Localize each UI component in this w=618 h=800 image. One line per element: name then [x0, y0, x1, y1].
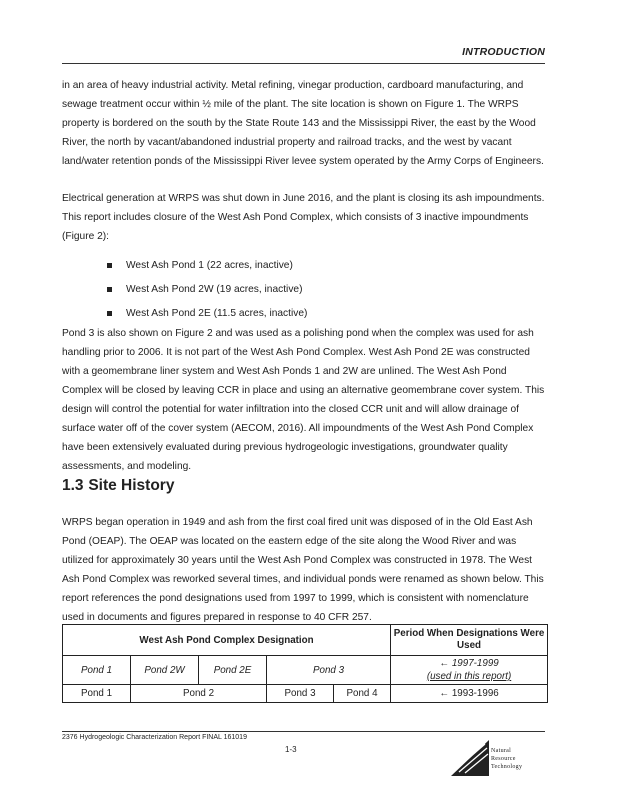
- table-header-row: [63, 625, 548, 656]
- section-title: Site History: [88, 477, 175, 494]
- running-header: INTRODUCTION: [462, 46, 545, 58]
- page-number: 1-3: [285, 745, 297, 754]
- paragraph-location: in an area of heavy industrial activity. Metal refining, vinegar production, cardboard manufacturing, and sewage treatment occur within ½ mile of the plant. The site location is shown on Figure 1. The WRPS property is bordered on the south by the State Route 143 and the Mississippi River, the east by the Wood River, the north by vacant/abandoned industrial property and railroad tracks, and the west by vacant land/water retention ponds of the Mississippi River levee system operated by the Army Corps of Engineers.: [62, 80, 544, 167]
- header-designation: West Ash Pond Complex Designation: [63, 625, 391, 656]
- header-rule: [62, 63, 545, 64]
- table-cell-period: ← 1993-1996: [391, 685, 548, 703]
- table-cell: Pond 2E: [199, 656, 267, 685]
- footer-report-title: 2376 Hydrogeologic Characterization Report FINAL 161019: [62, 734, 247, 741]
- footer-rule: [62, 731, 545, 732]
- header-period: Period When Designations Were Used: [391, 625, 548, 656]
- list-item: West Ash Pond 2W (19 acres, inactive): [62, 280, 546, 304]
- list-item: West Ash Pond 1 (22 acres, inactive): [62, 256, 546, 280]
- bullet-icon: [107, 263, 112, 268]
- pond-designation-table: [62, 624, 548, 703]
- table-cell: Pond 1: [63, 685, 131, 703]
- table-cell: Pond 4: [334, 685, 391, 703]
- table-cell: Pond 2: [131, 685, 267, 703]
- bullet-icon: [107, 287, 112, 292]
- table-cell: Pond 3: [267, 656, 391, 685]
- impoundment-list: [62, 256, 546, 328]
- table-cell: Pond 3: [267, 685, 334, 703]
- paragraph-closure: Electrical generation at WRPS was shut down in June 2016, and the plant is closing its ash impoundments. This report includes closure of the West Ash Pond Complex, which consists of 3 inactive impoundments (Figure 2):: [62, 193, 545, 242]
- list-item: West Ash Pond 2E (11.5 acres, inactive): [62, 304, 546, 328]
- table-cell: Pond 1: [63, 656, 131, 685]
- table-cell: Pond 2W: [131, 656, 199, 685]
- paragraph-pond3: Pond 3 is also shown on Figure 2 and was used as a polishing pond when the complex was used for ash handling prior to 2006. It is not part of the West Ash Pond Complex. West Ash Pond 2E was constructed with a geomembrane liner system and West Ash Ponds 1 and 2W are unlined. The West Ash Pond Complex will be closed by leaving CCR in place and using an alternative geomembrane cover system. This design will control the potential for water infiltration into the closed CCR unit and will allow drainage of surface water off of the cover system (AECOM, 2016). All impoundments of the West Ash Pond Complex have been extensively evaluated during previous hydrogeologic investigations, groundwater quality assessments, and modeling.: [62, 328, 545, 472]
- table-cell-period: ← 1997-1999 (used in this report): [391, 656, 548, 685]
- section-number: 1.3: [62, 477, 84, 494]
- company-logo-text: Natural Resource Technology: [491, 748, 523, 770]
- paragraph-site-history: WRPS began operation in 1949 and ash from the first coal fired unit was disposed of in the Old East Ash Pond (OEAP). The OEAP was located on the eastern edge of the site along the Wood River and was utilized for approximately 30 years until the West Ash Pond Complex was constructed in 1978. The West Ash Pond Complex was reworked several times, and individual ponds were renamed as shown below. This report references the pond designations used from 1997 to 1999, which is consistent with nomenclature used in documents and figures prepared in response to 40 CFR 257.: [62, 517, 544, 623]
- table-row: [63, 685, 548, 703]
- bullet-icon: [107, 311, 112, 316]
- table-row: [63, 656, 548, 685]
- section-heading: [62, 477, 174, 495]
